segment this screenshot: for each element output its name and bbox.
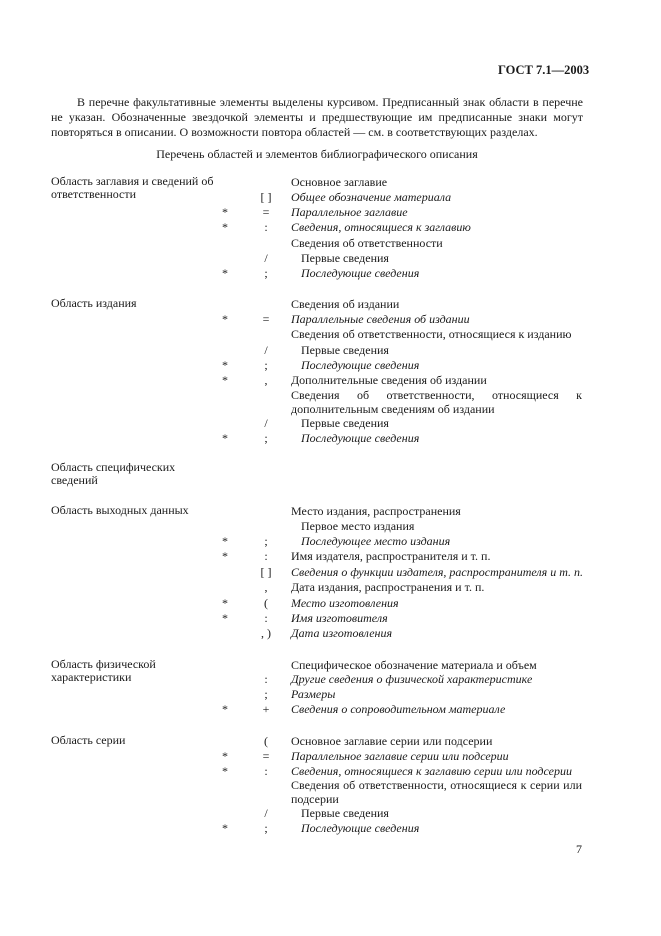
description-element: Общее обозначение материала bbox=[291, 190, 452, 204]
repeatable-star: * bbox=[222, 534, 228, 548]
description-element: Основное заглавие bbox=[291, 175, 388, 189]
area-series-label: Область серии bbox=[51, 733, 126, 747]
prescribed-sign: + bbox=[262, 702, 270, 716]
prescribed-sign: ; bbox=[264, 266, 268, 280]
description-element: Первые сведения bbox=[301, 343, 389, 357]
description-element: Место издания, распространения bbox=[291, 504, 461, 518]
prescribed-sign: : bbox=[264, 611, 268, 625]
description-element: Другие сведения о физической характеристике bbox=[291, 672, 533, 686]
prescribed-sign: , bbox=[264, 373, 268, 387]
description-element: Сведения об издании bbox=[291, 297, 400, 311]
prescribed-sign: : bbox=[264, 549, 268, 563]
standard-header: ГОСТ 7.1—2003 bbox=[498, 63, 590, 77]
repeatable-star: * bbox=[222, 749, 228, 763]
description-element: Параллельное заглавие серии или подсерии bbox=[291, 749, 509, 763]
description-element: Место изготовления bbox=[291, 596, 399, 610]
repeatable-star: * bbox=[222, 312, 228, 326]
description-element: Последующие сведения bbox=[301, 358, 420, 372]
prescribed-sign: = bbox=[262, 312, 270, 326]
prescribed-sign: ( bbox=[264, 734, 268, 748]
description-element: Дата издания, распространения и т. п. bbox=[291, 580, 485, 594]
prescribed-sign: [ ] bbox=[260, 190, 272, 204]
description-element: Сведения, относящиеся к заглавию bbox=[291, 220, 471, 234]
description-element: Имя издателя, распространителя и т. п. bbox=[291, 549, 491, 563]
area-physical-label: Область физической характеристики bbox=[51, 657, 156, 684]
repeatable-star: * bbox=[222, 373, 228, 387]
repeatable-star: * bbox=[222, 764, 228, 778]
prescribed-sign: ( bbox=[264, 596, 268, 610]
intro-paragraph: В перечне факультативные элементы выделены курсивом. Предписанный знак области в перечне не указан. Обозначенные звездочкой элементы и предшествующие им предписанные знаки могут повторяться в описании. О возможности повтора областей — см. в соответствующих разделах. bbox=[51, 95, 583, 139]
repeatable-star: * bbox=[222, 266, 228, 280]
area-edition-label: Область издания bbox=[51, 296, 137, 310]
prescribed-sign: ; bbox=[264, 358, 268, 372]
repeatable-star: * bbox=[222, 549, 228, 563]
description-element: Основное заглавие серии или подсерии bbox=[291, 734, 493, 748]
description-element: Первые сведения bbox=[301, 416, 389, 430]
description-element: Размеры bbox=[291, 687, 336, 701]
repeatable-star: * bbox=[222, 596, 228, 610]
area-specific-label: Область специфических сведений bbox=[51, 460, 176, 487]
prescribed-sign: , bbox=[264, 580, 268, 594]
prescribed-sign: ; bbox=[264, 687, 268, 701]
repeatable-star: * bbox=[222, 431, 228, 445]
description-element: Последующие сведения bbox=[301, 431, 420, 445]
prescribed-sign: = bbox=[262, 205, 270, 219]
description-element: Сведения об ответственности bbox=[291, 236, 443, 250]
area-publication-label: Область выходных данных bbox=[51, 503, 189, 517]
prescribed-sign: [ ] bbox=[260, 565, 272, 579]
description-element: Дата изготовления bbox=[291, 626, 393, 640]
description-element: Первые сведения bbox=[301, 806, 389, 820]
description-element: Сведения об ответственности, относящиеся к дополнительным сведениям об издании bbox=[291, 388, 582, 416]
area-title-label: Область заглавия и сведений об ответственности bbox=[51, 174, 214, 201]
description-element: Первое место издания bbox=[301, 519, 415, 533]
description-element: Последующие сведения bbox=[301, 821, 420, 835]
repeatable-star: * bbox=[222, 220, 228, 234]
description-element: Имя изготовителя bbox=[291, 611, 388, 625]
description-element: Параллельные сведения об издании bbox=[291, 312, 470, 326]
repeatable-star: * bbox=[222, 702, 228, 716]
description-element: Сведения, относящиеся к заглавию серии или подсерии bbox=[291, 764, 572, 778]
description-element: Сведения о функции издателя, распространителя и т. п. bbox=[291, 565, 584, 579]
prescribed-sign: : bbox=[264, 220, 268, 234]
prescribed-sign: ; bbox=[264, 431, 268, 445]
description-element: Специфическое обозначение материала и объем bbox=[291, 658, 537, 672]
prescribed-sign: / bbox=[264, 251, 268, 265]
repeatable-star: * bbox=[222, 358, 228, 372]
prescribed-sign: ; bbox=[264, 534, 268, 548]
repeatable-star: * bbox=[222, 611, 228, 625]
prescribed-sign: ; bbox=[264, 821, 268, 835]
list-title: Перечень областей и элементов библиографического описания bbox=[156, 147, 478, 161]
description-element: Первые сведения bbox=[301, 251, 389, 265]
prescribed-sign: / bbox=[264, 343, 268, 357]
description-element: Сведения об ответственности, относящиеся к изданию bbox=[291, 327, 572, 341]
description-element: Параллельное заглавие bbox=[291, 205, 408, 219]
prescribed-sign: / bbox=[264, 806, 268, 820]
repeatable-star: * bbox=[222, 205, 228, 219]
prescribed-sign: : bbox=[264, 764, 268, 778]
prescribed-sign: / bbox=[264, 416, 268, 430]
description-element: Сведения о сопроводительном материале bbox=[291, 702, 506, 716]
description-element: Последующие сведения bbox=[301, 266, 420, 280]
repeatable-star: * bbox=[222, 821, 228, 835]
description-element: Последующее место издания bbox=[301, 534, 451, 548]
prescribed-sign: , ) bbox=[261, 626, 271, 640]
prescribed-sign: : bbox=[264, 672, 268, 686]
page-number: 7 bbox=[576, 842, 582, 856]
prescribed-sign: = bbox=[262, 749, 270, 763]
description-element: Дополнительные сведения об издании bbox=[291, 373, 487, 387]
description-element: Сведения об ответственности, относящиеся к серии или подсерии bbox=[291, 778, 582, 806]
